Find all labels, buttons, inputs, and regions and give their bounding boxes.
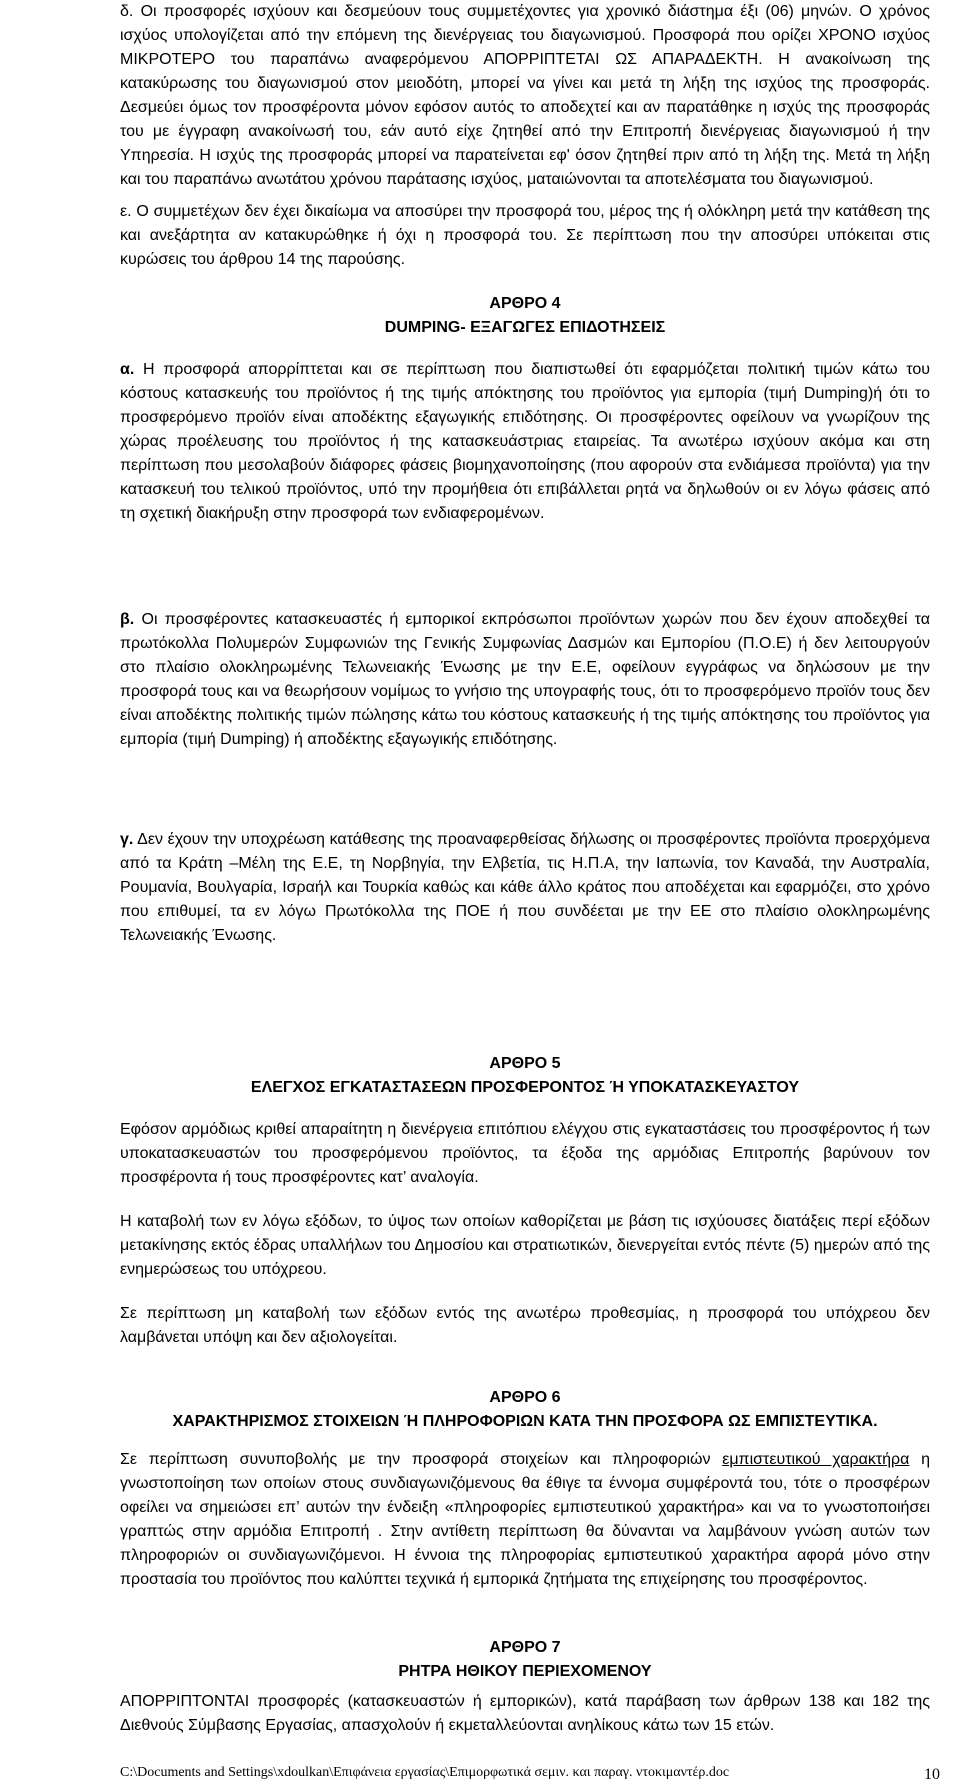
article-6 <box>120 1386 930 1434</box>
article-6-p1-paragraph <box>120 1448 930 1592</box>
article-4-title: ΑΡΘΡΟ 4 <box>489 295 561 312</box>
article-6-p1 <box>120 1448 930 1592</box>
article-6-p1-start: Σε περίπτωση συνυποβολής με την προσφορά στοιχείων και πληροφοριών <box>120 1451 723 1468</box>
article-6-p1-end: η γνωστοποίηση των οποίων στους συνδιαγωνιζόμενους θα έθιγε τα έννομα συμφέροντά του, τότε ο προσφέρων οφείλει να σημειώσει επ’ αυτών την ένδειξη «πληροφορίες εμπιστευτικού χαρακτήρα» και να το γνωστοποιήσει γραπτώς στην αρμόδια Επιτροπή . Στην αντίθετη περίπτωση θα δύνανται να λαμβάνουν γνώση αυτών των πληροφοριών οι συνδιαγωνιζόμενοι. Η έννοια της πληροφορίας εμπιστευτικού χαρακτήρα αφορά μόνο στην προστασία του προϊόντος που καλύπτει τεχνικά ή εμπορικά ζητήματα της επιχείρησης του προσφέροντος. <box>120 1451 931 1588</box>
article-6-title: ΑΡΘΡΟ 6 <box>489 1389 561 1406</box>
article-4-alpha-label: α. <box>120 361 135 378</box>
article-5-p1-text: Εφόσον αρμόδιως κριθεί απαραίτητη η διενέργεια επιτόπιου ελέγχου στις εγκαταστάσεις του προσφέροντος ή των υποκατασκευαστών του προσφερόμενου προϊόντος, τα έξοδα της αρμόδιας Επιτροπής βαρύνουν τον προσφέροντα ή τους προσφέροντες κατ’ αναλογία. <box>120 1121 930 1186</box>
article-5-title: ΑΡΘΡΟ 5 <box>489 1055 561 1072</box>
article-5-subtitle: ΕΛΕΓΧΟΣ ΕΓΚΑΤΑΣΤΑΣΕΩΝ ΠΡΟΣΦΕΡΟΝΤΟΣ Ή ΥΠΟΚΑΤΑΣΚΕΥΑΣΤΟΥ <box>250 1079 800 1096</box>
page-number: 10 <box>924 1766 940 1783</box>
article-4-beta-paragraph <box>120 608 930 752</box>
article-4-beta <box>120 608 930 752</box>
article-4-gamma-label: γ. <box>120 831 134 848</box>
article-4-gamma-paragraph <box>120 828 930 948</box>
article-5-p2 <box>120 1210 930 1282</box>
article-4-gamma-text: Δεν έχουν την υποχρέωση κατάθεσης της προαναφερθείσας δήλωσης οι προσφέροντες προϊόντα προερχόμενα από τα Κράτη –Μέλη της Ε.Ε, τη Νορβηγία, την Ελβετία, τις Η.Π.Α, την Ιαπωνία, τον Καναδά, την Αυστραλία, Ρουμανία, Βουλγαρία, Ισραήλ και Τουρκία καθώς και κάθε άλλο κράτος που αποδέχεται και εφαρμόζει, στο χρόνο που επιθυμεί, τα εν λόγω Πρωτόκολλα της ΠΟΕ ή που συνδέεται με την ΕΕ στο πλαίσιο ολοκληρωμένης Τελωνειακής Ένωσης. <box>120 831 930 944</box>
article-4-alpha-paragraph <box>120 358 930 526</box>
clause-epsilon <box>120 200 930 272</box>
article-4-subtitle: DUMPING- ΕΞΑΓΩΓΕΣ ΕΠΙΔΟΤΗΣΕΙΣ <box>384 319 666 336</box>
article-5-p3 <box>120 1302 930 1350</box>
article-6-p1-underlined: εμπιστευτικού χαρακτήρα <box>722 1451 910 1468</box>
article-6-subtitle: ΧΑΡΑΚΤΗΡΙΣΜΟΣ ΣΤΟΙΧΕΙΩΝ Ή ΠΛΗΡΟΦΟΡΙΩΝ ΚΑΤΑ ΤΗΝ ΠΡΟΣΦΟΡΑ ΩΣ ΕΜΠΙΣΤΕΥΤΙΚΑ. <box>172 1413 878 1430</box>
footer-file-path: C:\Documents and Settings\xdoulkan\Επιφάνεια εργασίας\Επιμορφωτικά σεμιν. και παραγ. ντοκιμαντέρ.doc <box>120 1765 730 1780</box>
article-5-p3-text: Σε περίπτωση μη καταβολή των εξόδων εντός της ανωτέρω προθεσμίας, η προσφορά του υπόχρεου δεν λαμβάνεται υπόψη και δεν αξιολογείται. <box>120 1305 930 1346</box>
article-7-subtitle: ΡΗΤΡΑ ΗΘΙΚΟΥ ΠΕΡΙΕΧΟΜΕΝΟΥ <box>398 1663 652 1680</box>
clause-epsilon-text: ε. Ο συμμετέχων δεν έχει δικαίωμα να αποσύρει την προσφορά του, μέρος της ή ολόκληρη μετά την κατάθεση της και ανεξάρτητα αν κατακυρώθηκε ή όχι η προσφορά του. Σε περίπτωση που την αποσύρει υπόκειται στις κυρώσεις του άρθρου 14 της παρούσης. <box>120 203 930 268</box>
article-4-alpha <box>120 358 930 526</box>
article-4-beta-label: β. <box>120 611 135 628</box>
article-7-title: ΑΡΘΡΟ 7 <box>489 1639 561 1656</box>
article-5 <box>120 1052 930 1100</box>
clause-delta <box>120 0 930 192</box>
clause-delta-text: δ. Οι προσφορές ισχύουν και δεσμεύουν τους συμμετέχοντες για χρονικό διάστημα έξι (06) μηνών. Ο χρόνος ισχύος υπολογίζεται από την επόμενη της διενέργειας του διαγωνισμού. Προσφορά που ορίζει ΧΡΟΝΟ ισχύος ΜΙΚΡΟΤΕΡΟ του παραπάνω αναφερόμενου ΑΠΟΡΡΙΠΤΕΤΑΙ ΩΣ ΑΠΑΡΑΔΕΚΤΗ. Η ανακοίνωση της κατακύρωσης του διαγωνισμού στον μειοδότη, μπορεί να γίνει και μετά τη λήξη της ισχύος της προσφοράς. Δεσμεύει όμως τον προσφέροντα μόνον εφόσον αυτός το αποδεχτεί και αν παρατάθηκε η ισχύς της προσφοράς του με έγγραφη ανακοίνωσή του, εάν αυτό είχε ζητηθεί από την Επιτροπή διενέργειας διαγωνισμού ή την Υπηρεσία. Η ισχύς της προσφοράς μπορεί να παρατείνεται εφ' όσον ζητηθεί πριν από τη λήξη της. Μετά τη λήξη και του παραπάνω ανωτάτου χρόνου παράτασης ισχύος, ματαιώνονται τα αποτελέσματα του διαγωνισμού. <box>120 3 930 188</box>
article-5-p2-text: Η καταβολή των εν λόγω εξόδων, το ύψος των οποίων καθορίζεται με βάση τις ισχύουσες διατάξεις περί εξόδων μετακίνησης εκτός έδρας υπαλλήλων του Δημοσίου και στρατιωτικών, διενεργείται εντός πέντε (5) ημερών από της ενημερώσεως του υπόχρεου. <box>120 1213 930 1278</box>
article-7 <box>120 1636 930 1684</box>
article-4-gamma <box>120 828 930 948</box>
article-4-beta-text: Οι προσφέροντες κατασκευαστές ή εμπορικοί εκπρόσωποι προϊόντων χωρών που δεν έχουν αποδεχθεί τα πρωτόκολλα Πολυμερών Συμφωνιών της Γενικής Συμφωνίας Δασμών και Εμπορίου (Π.Ο.Ε) ή δεν λειτουργούν στο πλαίσιο ολοκληρωμένης Τελωνειακής Ένωσης με την Ε.Ε, οφείλουν εγγράφως να δηλώσουν με την προσφορά τους και να θεωρήσουν νομίμως το γνήσιο της υπογραφής τους, ότι το προσφερόμενο προϊόν τους δεν είναι αποδέκτης πολιτικής τιμών πώλησης κάτω του κόστους κατασκευής ή της τιμής απόκτησης του προϊόντος για εμπορία (τιμή Dumping) ή αποδέκτης εξαγωγικής επιδότησης. <box>120 611 930 748</box>
article-4-alpha-text: Η προσφορά απορρίπτεται και σε περίπτωση που διαπιστωθεί ότι εφαρμόζεται πολιτική τιμών κάτω του κόστους κατασκευής του προϊόντος ή της τιμής απόκτησης του προϊόντος για εμπορία (τιμή Dumping)ή ότι το προσφερόμενο προϊόν είναι αποδέκτης εξαγωγικής επιδότησης. Οι προσφέροντες οφείλουν να γνωρίζουν της χώρας προέλευσης του προϊόντος ή της κατασκευάστριας εταιρείας. Τα ανωτέρω ισχύουν ακόμα και στη περίπτωση που μεσολαβούν διάφορες φάσεις βιομηχανοποίησης (που αφορούν στα ενδιάμεσα προϊόντα) για την κατασκευή του τελικού προϊόντος, υπό την προμήθεια ότι επιβάλλεται ρητά να δηλωθούν οι εν λόγω φάσεις από τη σχετική διακήρυξη στην προσφορά των ενδιαφερομένων. <box>120 361 930 522</box>
article-7-p1-text: ΑΠΟΡΡΙΠΤΟΝΤΑΙ προσφορές (κατασκευαστών ή εμπορικών), κατά παράβαση των άρθρων 138 και 182 της Διεθνούς Σύμβασης Εργασίας, απασχολούν ή εκμεταλλεύονται ανηλίκους κάτω των 15 ετών. <box>120 1693 930 1734</box>
article-7-p1 <box>120 1690 930 1738</box>
article-4 <box>120 292 930 340</box>
article-5-p1 <box>120 1118 930 1190</box>
